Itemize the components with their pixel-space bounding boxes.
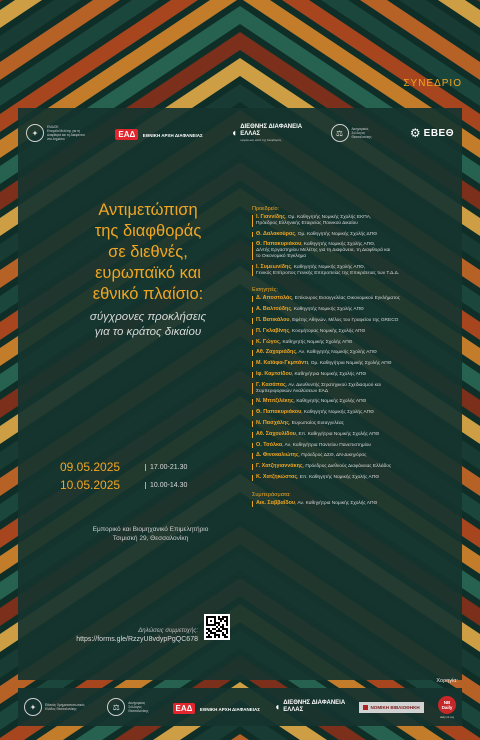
nomiki-logo: [359, 702, 423, 713]
person-name: Π. Βατικάλου: [256, 316, 290, 323]
lawyers-text: Δικηγορικός Σύλλογος Θεσσαλονίκης: [351, 127, 372, 139]
program-entry: [252, 399, 458, 405]
person-role: , Εφέτης Αθηνών, Μέλος του Γραφείου της GRECO: [289, 317, 399, 323]
registration: [48, 628, 198, 643]
person-role: , Πρόεδρος Διεθνούς Διαφάνειας Ελλάδος: [302, 464, 392, 470]
person-role: , Ομ. Καθηγητής Νομικής Σχολής ΔΠΘ: [295, 231, 377, 237]
eaa-name: ΕΘΝΙΚΗ ΑΡΧΗ ΔΙΑΦΑΝΕΙΑΣ: [142, 133, 203, 138]
program-entry: [252, 318, 458, 324]
person-name: Ο. Τσόλκα: [256, 441, 283, 448]
person-name: Θ. Παπακυριάκου: [256, 241, 302, 248]
program-entry: [252, 432, 458, 438]
subtitle-line: για το κράτος δικαίου: [94, 326, 202, 338]
program-entry: [252, 307, 458, 313]
f-lawyers-text: Δικηγορικός Σύλλογος Θεσσαλονίκης: [128, 701, 149, 713]
f-eiap-text: Εθνικός Χρηματοπιστωτικός Κλάδος Θεσσαλονίκης: [45, 703, 85, 711]
person-role: , Καθηγητής Νομικής Σχολής ΑΠΘ: [291, 307, 364, 313]
person-role: , Καθηγητής Νομικής Σχολής ΑΠΘ,: [291, 264, 366, 270]
f-eiap-seal-icon: ✦: [24, 698, 42, 716]
sponsors-footer: [18, 688, 462, 726]
program-entry: [252, 475, 458, 481]
nomiki-square-icon: [363, 705, 368, 710]
person-name: Ν. Πασχάλης: [256, 419, 290, 426]
program-entry: [252, 361, 458, 367]
person-name: Γ. Κασάπας: [256, 381, 286, 388]
person-role: , Επίκουρος Εισαγγελέας Οικονομικού Εγκλήματος: [292, 296, 400, 302]
f-transparency-logo: [274, 700, 345, 714]
registration-label: Δηλώσεις συμμετοχής:: [138, 628, 198, 634]
nb-text-1: NB: [443, 699, 451, 705]
nomiki-text: ΝΟΜΙΚΗ ΒΙΒΛΙΟΘΗΚΗ: [370, 704, 420, 710]
person-name: Π. Γκλαβίνης: [256, 327, 290, 334]
nb-badge-icon: [438, 696, 456, 714]
person-name: Δ. Φινοκαλιώτης: [256, 452, 299, 459]
person-role: , Καθηγητής Νομικής Σχολής ΑΠΘ: [279, 339, 353, 345]
f-eaa-logo: [173, 698, 260, 716]
transparency-logo-icon: ◖: [231, 127, 238, 139]
sponsors-label: Χορηγία:: [436, 678, 458, 684]
person-role: , Καθηγήτρια Νομικής Σχολής ΑΠΘ: [291, 371, 367, 377]
emdoe-seal-icon: ✦: [26, 124, 44, 142]
person-name: Δ. Αποστολάς: [256, 295, 293, 302]
f-dd-title-2: ΕΛΛΑΣ: [283, 707, 304, 713]
program-entry: [252, 329, 458, 335]
date-row: [60, 460, 260, 474]
conference-subtitle: [48, 310, 248, 340]
f-lawyers-logo: [107, 698, 158, 716]
speakers-list: [252, 296, 458, 480]
title-line: Αντιμετώπιση: [98, 201, 198, 219]
eaa-logo-icon: ΕΑΔ: [115, 129, 138, 140]
person-role: , Επ. Καθηγητής Νομικής Σχολής ΑΠΘ: [297, 474, 379, 480]
person-role: , Επ. Καθηγήτρια Νομικής Σχολής ΑΠΘ: [295, 431, 380, 437]
program-entry: [252, 215, 458, 227]
person-name: Γ. Χατζηγιαννάκης: [256, 463, 303, 470]
person-name: Κ. Γώγος: [256, 338, 280, 345]
person-role: , Ομ. Καθηγήτρια Νομικής Σχολής ΑΠΘ: [308, 361, 392, 367]
date-row: [60, 478, 260, 492]
date-value: 09.05.2025: [60, 460, 121, 474]
speakers-heading: Εισηγητές:: [252, 287, 278, 294]
person-role: , Καθηγητής Νομικής Σχολής ΑΠΘ: [301, 410, 374, 416]
time-value: 10.00-14.30: [145, 482, 187, 489]
person-role: το Οικονομικό Έγκλημα: [256, 253, 307, 259]
nb-text-2: Daily: [441, 704, 453, 710]
person-name: Θ. Παπακυριάκου: [256, 409, 302, 416]
ebeth-logo: [410, 126, 454, 140]
person-role: , Αν. Καθηγήτρια Νομικής Σχολής ΑΠΘ: [295, 500, 378, 506]
conference-title: [48, 200, 248, 305]
lawyers-seal-icon: ⚖: [331, 124, 349, 142]
person-role: , Καθηγητής Νομικής Σχολής ΑΠΘ,: [301, 242, 376, 248]
lawyers-logo: [331, 124, 382, 142]
title-line: σε διεθνές,: [108, 243, 188, 261]
program-entry: [252, 232, 458, 238]
person-name: Αικ. Σαββαΐδου: [256, 499, 296, 506]
person-name: Α. Βαλτούδης: [256, 306, 292, 313]
title-line: εθνικό πλαίσιο:: [92, 285, 204, 303]
program-entry: [252, 443, 458, 449]
emdoe-logo: [26, 124, 87, 142]
person-name: Μ. Καϊάφα-Γκμπάντι: [256, 360, 309, 367]
dd-title-2: ΕΛΛΑΣ: [240, 131, 261, 137]
program-entry: [252, 340, 458, 346]
eaa-logo: [115, 124, 202, 142]
f-transparency-logo-icon: ◖: [274, 701, 281, 713]
dd-sub: οργάνωση κατά της διαφθοράς: [240, 138, 282, 142]
time-value: 17.00-21.30: [145, 464, 187, 471]
nb-url: daily.nb.org: [439, 714, 455, 719]
organizer-logos: [18, 108, 462, 158]
venue-line: Τσιμισκή 29, Θεσσαλονίκη: [112, 535, 189, 542]
person-role: , Πρόεδρος ΔΣΘ, ΔΝ-Δικηγόρος: [298, 453, 367, 459]
registration-link[interactable]: https://forms.gle/RzzyU8vdypPgQC678: [76, 636, 198, 643]
program-entry: [252, 383, 458, 395]
person-role: Συμπεριφορικών Αναλύσεων ΕΑΔ: [256, 388, 329, 394]
conclusions-list: [252, 501, 458, 507]
program: [252, 206, 458, 512]
person-name: Αθ. Σαχουλίδου: [256, 430, 296, 437]
f-eaa-name: ΕΘΝΙΚΗ ΑΡΧΗ ΔΙΑΦΑΝΕΙΑΣ: [199, 707, 260, 712]
person-name: Ιφ. Καμτσίδου: [256, 370, 292, 377]
person-role: Γενικός Επίτροπος Γενικής Επιτροπείας της Επικράτειας των Τ.Δ.Δ.: [256, 270, 400, 276]
program-entry: [252, 464, 458, 470]
date-value: 10.05.2025: [60, 478, 121, 492]
venue-line: Εμπορικό και Βιομηχανικό Επιμελητήριο: [92, 526, 209, 533]
person-name: Ν. Μπιτζιλέκης: [256, 398, 294, 405]
person-role: , Αν. Καθηγητής Νομικής Σχολής ΑΠΘ: [296, 350, 377, 356]
program-entry: [252, 453, 458, 459]
person-name: Αθ. Ζαχαριάδης: [256, 349, 297, 356]
program-entry: [252, 421, 458, 427]
f-dd-title-1: ΔΙΕΘΝΗΣ ΔΙΑΦΑΝΕΙΑ: [283, 700, 346, 706]
f-lawyers-seal-icon: ⚖: [107, 698, 125, 716]
person-role: , Αν. Καθηγήτρια Παντείου Πανεπιστημίου: [282, 442, 372, 448]
transparency-logo: [231, 124, 302, 142]
program-entry: [252, 501, 458, 507]
chairs-list: [252, 215, 458, 276]
person-role: Δ/ντής Εργαστηρίου Μελέτης για τη Διαφάνεια, τη Διαφθορά και: [256, 248, 391, 254]
ebeth-gear-icon: ⚙: [409, 126, 421, 140]
title-line: ευρωπαϊκό και: [95, 264, 201, 282]
emdoe-mark: ΕΜΔΟΕ Εταιρεία Μελέτης για τη Διαφθορά και τη Διαφάνεια στο Δημόσιο: [47, 125, 85, 141]
nb-daily-logo: [438, 696, 456, 719]
person-name: Κ. Χατζηκώστας: [256, 473, 298, 480]
program-entry: [252, 372, 458, 378]
event-type-label: ΣΥΝΕΔΡΙΟ: [403, 78, 462, 89]
chairs-heading: Προεδρείο:: [252, 206, 280, 212]
f-eaa-logo-icon: ΕΑΔ: [173, 703, 196, 714]
conference-dates: [60, 460, 260, 496]
program-entry: [252, 350, 458, 356]
qr-code-icon[interactable]: [204, 614, 230, 640]
program-entry: [252, 265, 458, 277]
person-role: Πρόεδρος Ελληνικής Εταιρείας Ποινικού Δικαίου: [256, 220, 358, 226]
dd-title-1: ΔΙΕΘΝΗΣ ΔΙΑΦΑΝΕΙΑ: [240, 124, 303, 130]
program-entry: [252, 410, 458, 416]
person-name: Θ. Δαλακούρας: [256, 230, 296, 237]
person-role: , Ομ. Καθηγητής Νομικής Σχολής ΕΚΠΑ,: [285, 215, 372, 220]
person-role: , Αν. Διευθυντής Στρατηγικού Σχεδιασμού και: [285, 382, 381, 388]
title-line: της διαφθοράς: [94, 222, 202, 240]
person-name: Ι. Γιαννίδης: [256, 214, 286, 220]
venue: [48, 525, 253, 543]
f-eiap-logo: [24, 698, 93, 716]
program-entry: [252, 242, 458, 259]
person-role: , Ευρωπαίος Εισαγγελέας: [289, 420, 344, 426]
person-role: , Καθηγητής Νομικής Σχολής ΑΠΘ: [293, 399, 367, 405]
person-role: , Κοσμήτορας Νομικής Σχολής ΑΠΘ: [289, 328, 366, 334]
person-name: Ι. Συμεωνίδης: [256, 263, 292, 270]
subtitle-line: σύγχρονες προκλήσεις: [89, 311, 207, 323]
ebeth-name: ΕΒΕΘ: [423, 127, 454, 139]
program-entry: [252, 296, 458, 302]
conclusions-heading: Συμπεράσματα:: [252, 491, 291, 498]
